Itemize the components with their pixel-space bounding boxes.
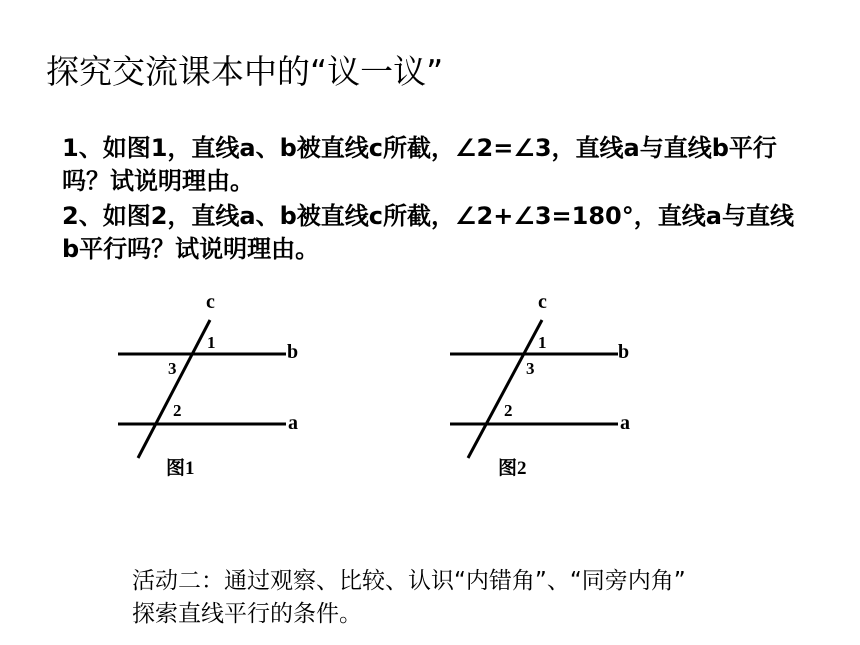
angle-1-label: 1 xyxy=(207,333,216,352)
line-b-label: b xyxy=(287,341,299,363)
activity-line-2: 探索直线平行的条件。 xyxy=(132,601,362,627)
angle-2-label: 2 xyxy=(504,401,513,420)
line-c xyxy=(468,320,542,458)
figure-1 xyxy=(108,288,318,488)
line-c-label: c xyxy=(538,291,547,313)
angle-1-label: 1 xyxy=(538,333,547,352)
line-b-label: b xyxy=(618,341,630,363)
angle-2-label: 2 xyxy=(173,401,182,420)
activity-text xyxy=(132,565,860,631)
line-a-label: a xyxy=(288,412,298,434)
figure-1-caption: 图1 xyxy=(166,458,195,479)
activity-line-1: 活动二：通过观察、比较、认识“内错角”、“同旁内角” xyxy=(132,568,686,594)
figure-2 xyxy=(440,288,650,488)
angle-3-label: 3 xyxy=(526,359,535,378)
line-a-label: a xyxy=(620,412,630,434)
angle-3-label: 3 xyxy=(168,359,177,378)
question-1: 1、如图1，直线a、b被直线c所截，∠2=∠3，直线a与直线b平行吗？试说明理由。 xyxy=(62,134,777,195)
line-c xyxy=(138,320,210,458)
figure-2-caption: 图2 xyxy=(498,458,527,479)
figure-2-diagram xyxy=(440,288,650,488)
figure-1-diagram xyxy=(108,288,318,488)
line-c-label: c xyxy=(206,291,215,313)
slide-title: 探究交流课本中的“议一议” xyxy=(46,52,444,91)
question-2: 2、如图2，直线a、b被直线c所截，∠2+∠3=180°，直线a与直线b平行吗？试说明理由。 xyxy=(62,202,794,263)
